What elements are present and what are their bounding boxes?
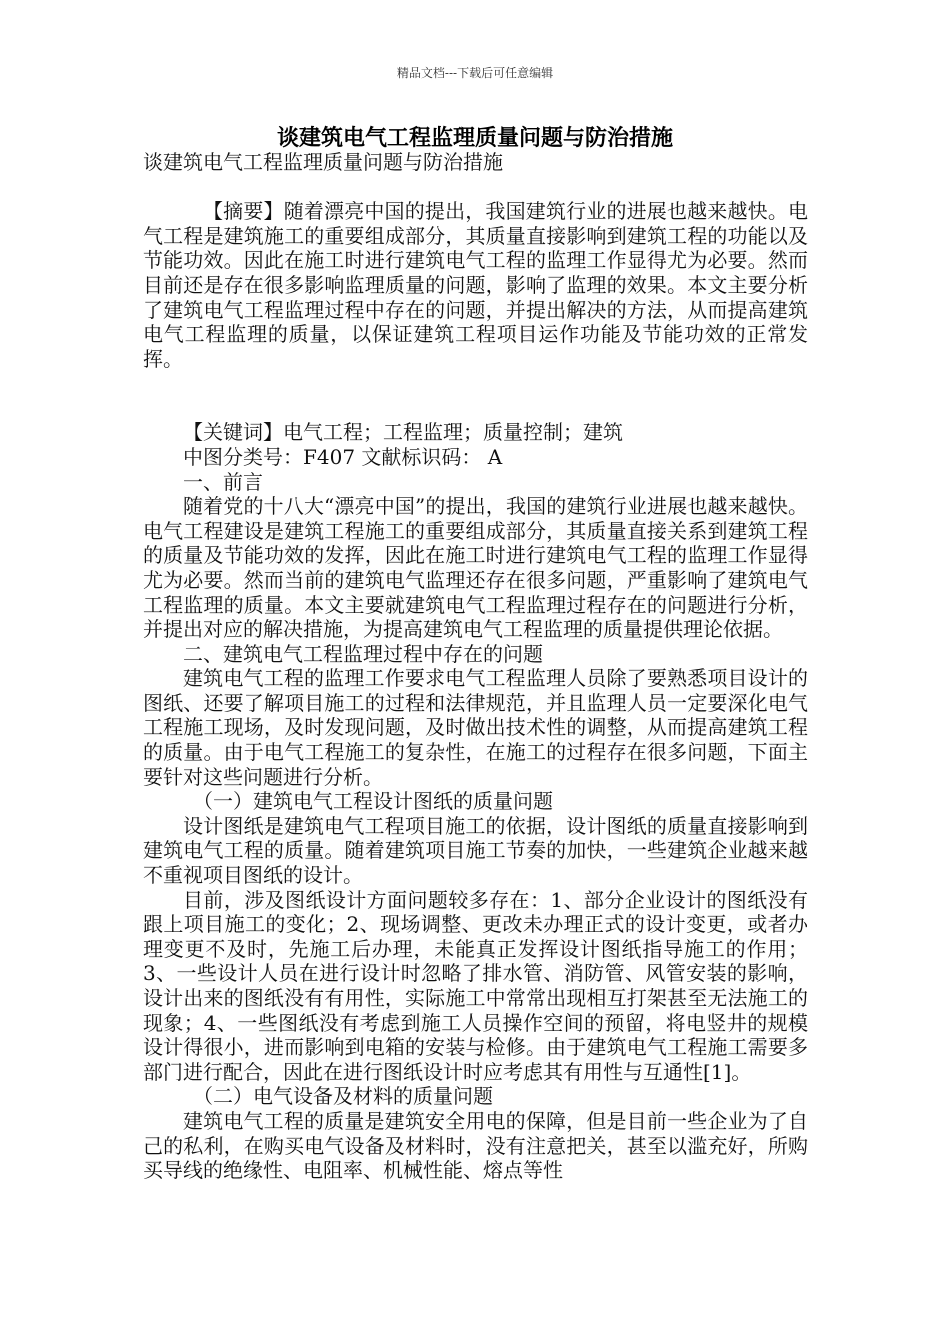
subsection-2-paragraph: 建筑电气工程的质量是建筑安全用电的保障，但是目前一些企业为了自己的私利，在购买电气设备及材料时，没有注意把关，甚至以滥充好，所购买导线的绝缘性、电阻率、机械性能、熔点等性 bbox=[143, 1108, 808, 1183]
document-title: 谈建筑电气工程监理质量问题与防治措施 bbox=[276, 125, 673, 151]
document-body bbox=[143, 150, 808, 1183]
subsection-1-paragraph-1: 设计图纸是建筑电气工程项目施工的依据，设计图纸的质量直接影响到建筑电气工程的质量。随着建筑项目施工节奏的加快，一些建筑企业越来越不重视项目图纸的设计。 bbox=[143, 813, 808, 888]
subsection-heading-2: （二）电气设备及材料的质量问题 bbox=[193, 1084, 493, 1109]
section-heading-1: 一、前言 bbox=[183, 469, 263, 494]
header-note: 精品文档---下载后可任意编辑 bbox=[396, 66, 554, 80]
section-1-paragraph: 随着党的十八大“漂亮中国”的提出，我国的建筑行业进展也越来越快。电气工程建设是建筑工程施工的重要组成部分，其质量直接关系到建筑工程的质量及节能功效的发挥，因此在施工时进行建筑电气工程的监理工作显得尤为必要。然而当前的建筑电气监理还存在很多问题，严重影响了建筑电气工程监理的质量。本文主要就建筑电气工程监理过程存在的问题进行分析，并提出对应的解决措施，为提高建筑电气工程监理的质量提供理论依据。 bbox=[143, 494, 808, 642]
section-2-paragraph: 建筑电气工程的监理工作要求电气工程监理人员除了要熟悉项目设计的图纸、还要了解项目施工的过程和法律规范，并且监理人员一定要深化电气工程施工现场，及时发现问题，及时做出技术性的调整，从而提高建筑工程的质量。由于电气工程施工的复杂性，在施工的过程存在很多问题，下面主要针对这些问题进行分析。 bbox=[143, 666, 808, 789]
abstract-paragraph: 【摘要】随着漂亮中国的提出，我国建筑行业的进展也越来越快。电气工程是建筑施工的重要组成部分，其质量直接影响到建筑工程的功能以及节能功效。因此在施工时进行建筑电气工程的监理工作显得尤为必要。然而目前还是存在很多影响监理质量的问题，影响了监理的效果。本文主要分析了建筑电气工程监理过程中存在的问题，并提出解决的方法，从而提高建筑电气工程监理的质量，以保证建筑工程项目运作功能及节能功效的正常发挥。 bbox=[143, 199, 808, 371]
document-subtitle: 谈建筑电气工程监理质量问题与防治措施 bbox=[143, 150, 503, 174]
subsection-heading-1: （一）建筑电气工程设计图纸的质量问题 bbox=[193, 789, 553, 814]
keywords-line: 【关键词】电气工程；工程监理；质量控制；建筑 bbox=[183, 420, 623, 445]
spacer bbox=[143, 371, 808, 420]
subsection-1-paragraph-2: 目前，涉及图纸设计方面问题较多存在：1、部分企业设计的图纸没有跟上项目施工的变化；2、现场调整、更改未办理正式的设计变更，或者办理变更不及时，先施工后办理，未能真正发挥设计图纸指导施工的作用；3、一些设计人员在进行设计时忽略了排水管、消防管、风管安装的影响，设计出来的图纸没有有用性，实际施工中常常出现相互打架甚至无法施工的现象；4、一些图纸没有考虑到施工人员操作空间的预留，将电竖井的规模设计得很小，进而影响到电箱的安装与检修。由于建筑电气工程施工需要多部门进行配合，因此在进行图纸设计时应考虑其有用性与互通性[1]。 bbox=[143, 887, 808, 1084]
classification-line: 中图分类号：F407 文献标识码： A bbox=[183, 444, 503, 469]
section-heading-2: 二、建筑电气工程监理过程中存在的问题 bbox=[183, 641, 543, 666]
